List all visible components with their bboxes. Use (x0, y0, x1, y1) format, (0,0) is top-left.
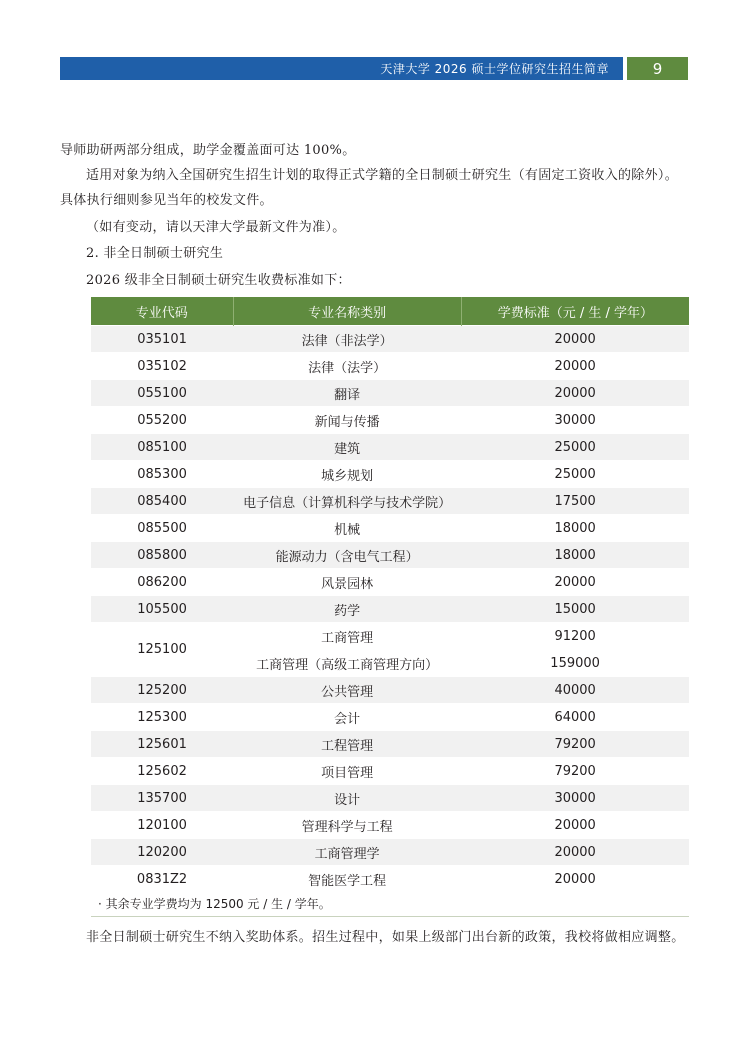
closing-paragraph: 非全日制硕士研究生不纳入奖助体系。招生过程中，如果上级部门出台新的政策，我校将做相应调整。 (86, 930, 685, 945)
cell-code: 055200 (91, 407, 233, 434)
paragraph-2: 适用对象为纳入全国研究生招生计划的取得正式学籍的全日制硕士研究生（有固定工资收入的除外）。具体执行细则参见当年的校发文件。 (60, 168, 679, 208)
cell-fee: 15000 (461, 596, 689, 623)
cell-code-merged: 125100 (91, 623, 233, 677)
cell-name: 工商管理 (233, 623, 461, 650)
table-row (91, 434, 689, 461)
cell-fee: 20000 (461, 866, 689, 893)
table-row (91, 866, 689, 893)
table-row (91, 596, 689, 623)
cell-code: 0831Z2 (91, 866, 233, 893)
table-row (91, 353, 689, 380)
table-header-row (91, 297, 689, 326)
cell-fee: 20000 (461, 380, 689, 407)
table-row (91, 326, 689, 353)
cell-fee: 18000 (461, 515, 689, 542)
cell-fee: 20000 (461, 353, 689, 380)
paragraph-3: （如有变动，请以天津大学最新文件为准）。 (86, 220, 346, 235)
cell-code: 135700 (91, 785, 233, 812)
cell-code: 125300 (91, 704, 233, 731)
cell-name: 项目管理 (233, 758, 461, 785)
table-row (91, 758, 689, 785)
cell-name: 法律（法学） (233, 353, 461, 380)
divider (91, 916, 689, 917)
cell-name: 翻译 (233, 380, 461, 407)
table-intro: 2026 级非全日制硕士研究生收费标准如下： (86, 273, 351, 288)
table-row (91, 569, 689, 596)
cell-name: 会计 (233, 704, 461, 731)
cell-name: 工商管理学 (233, 839, 461, 866)
cell-name: 工商管理（高级工商管理方向） (233, 650, 461, 677)
table-row (91, 623, 689, 650)
table-row (91, 677, 689, 704)
cell-name: 电子信息（计算机科学与技术学院） (233, 488, 461, 515)
cell-fee: 30000 (461, 407, 689, 434)
cell-code: 085400 (91, 488, 233, 515)
cell-code: 085100 (91, 434, 233, 461)
cell-name: 药学 (233, 596, 461, 623)
table-row (91, 704, 689, 731)
table-row (91, 488, 689, 515)
cell-name: 法律（非法学） (233, 326, 461, 353)
cell-fee: 30000 (461, 785, 689, 812)
header-fee: 学费标准（元 / 生 / 学年） (461, 297, 689, 326)
table-row (91, 407, 689, 434)
cell-fee: 79200 (461, 758, 689, 785)
cell-code: 085500 (91, 515, 233, 542)
cell-name: 管理科学与工程 (233, 812, 461, 839)
cell-fee: 20000 (461, 839, 689, 866)
cell-name: 建筑 (233, 434, 461, 461)
cell-fee: 25000 (461, 461, 689, 488)
fee-table (91, 297, 689, 892)
cell-code: 120200 (91, 839, 233, 866)
cell-code: 125602 (91, 758, 233, 785)
cell-code: 086200 (91, 569, 233, 596)
cell-fee: 91200 (461, 623, 689, 650)
paragraph-1: 导师助研两部分组成，助学金覆盖面可达 100%。 (60, 143, 356, 158)
cell-fee: 20000 (461, 569, 689, 596)
table-row (91, 839, 689, 866)
cell-code: 105500 (91, 596, 233, 623)
cell-fee: 18000 (461, 542, 689, 569)
cell-name: 工程管理 (233, 731, 461, 758)
cell-fee: 159000 (461, 650, 689, 677)
table-row (91, 812, 689, 839)
table-row (91, 461, 689, 488)
page-number: 9 (627, 57, 688, 80)
cell-fee: 20000 (461, 326, 689, 353)
cell-name: 智能医学工程 (233, 866, 461, 893)
document-header (60, 57, 623, 80)
cell-name: 新闻与传播 (233, 407, 461, 434)
cell-fee: 64000 (461, 704, 689, 731)
table-row (91, 542, 689, 569)
cell-code: 035102 (91, 353, 233, 380)
cell-code: 035101 (91, 326, 233, 353)
cell-name: 城乡规划 (233, 461, 461, 488)
cell-code: 125200 (91, 677, 233, 704)
cell-name: 能源动力（含电气工程） (233, 542, 461, 569)
table-row (91, 731, 689, 758)
table-row (91, 785, 689, 812)
cell-name: 风景园林 (233, 569, 461, 596)
cell-code: 085300 (91, 461, 233, 488)
section-heading: 2. 非全日制硕士研究生 (86, 246, 224, 261)
fee-note: · 其余专业学费均为 12500 元 / 生 / 学年。 (98, 897, 331, 911)
cell-fee: 17500 (461, 488, 689, 515)
table-row (91, 380, 689, 407)
cell-name: 公共管理 (233, 677, 461, 704)
cell-code: 120100 (91, 812, 233, 839)
cell-fee: 40000 (461, 677, 689, 704)
cell-name: 机械 (233, 515, 461, 542)
cell-code: 085800 (91, 542, 233, 569)
cell-name: 设计 (233, 785, 461, 812)
header-code: 专业代码 (91, 297, 233, 326)
cell-code: 055100 (91, 380, 233, 407)
cell-fee: 79200 (461, 731, 689, 758)
cell-code: 125601 (91, 731, 233, 758)
header-title: 天津大学 2026 硕士学位研究生招生简章 (380, 62, 609, 76)
cell-fee: 25000 (461, 434, 689, 461)
header-name: 专业名称类别 (233, 297, 461, 326)
cell-fee: 20000 (461, 812, 689, 839)
table-row (91, 515, 689, 542)
